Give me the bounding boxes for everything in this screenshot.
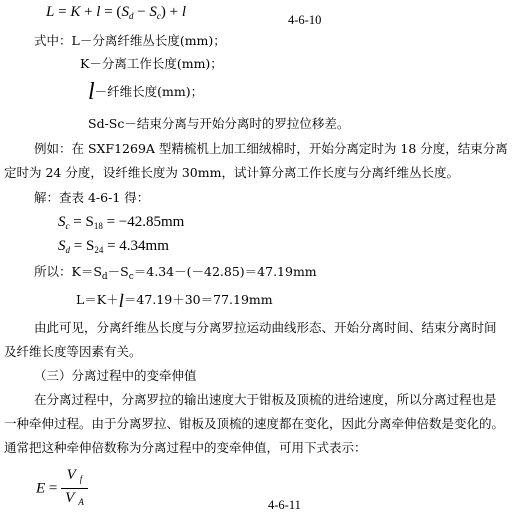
- L-rest: ＝47.19＋30＝77.19mm: [123, 292, 273, 307]
- sc-sub: c: [65, 221, 70, 231]
- sc-sub-18: 18: [93, 221, 103, 231]
- equation-4-6-10: [46, 4, 186, 24]
- l-definition: －纤维长度(mm)；: [94, 84, 204, 99]
- eq2-numerator: [61, 466, 88, 489]
- so-prefix: 所以：K＝S: [34, 264, 102, 279]
- eq2-den-V: V: [65, 490, 75, 506]
- sd-value: = 4.34mm: [103, 238, 169, 254]
- solution-label: 解：查表 4-6-1 得：: [34, 190, 150, 205]
- L-prefix: L＝K＋: [76, 292, 119, 307]
- section-para-line-2: 一种牵伸过程。由于分离罗拉、钳板及顶梳的速度都在变化，因此分离牵伸倍数是变化的。: [4, 416, 505, 431]
- eq-sign-paren: = (: [100, 4, 122, 20]
- equation-number: 4-6-10: [288, 13, 322, 27]
- where-L-line: [34, 33, 226, 49]
- sd-equation: [58, 238, 169, 258]
- sd-sub-24: 24: [94, 245, 104, 255]
- example-line-1: 例如：在 SXF1269A 型精梳机上加工细绒棉时，开始分离定时为 18 分度，结束分离: [34, 141, 508, 156]
- eq2-sign: =: [45, 480, 62, 497]
- example-line-2: 定时为 24 分度，设纤维长度为 30mm，试计算分离工作长度与分离纤维丛长度。: [4, 165, 459, 180]
- sd-sc-definition: Sd-Sc－结束分离与开始分离时的罗拉位移差。: [88, 116, 350, 131]
- so-rest: ＝4.34－(－42.85)＝47.19mm: [133, 264, 317, 279]
- conclusion-line-2: 及纤维长度等因素有关。: [4, 344, 142, 359]
- eq-S-d: S: [121, 4, 129, 20]
- so-K-line: [34, 264, 317, 285]
- sd-sub: d: [65, 245, 70, 255]
- eq-sub-c: c: [156, 11, 161, 21]
- eq-sign: =: [54, 4, 71, 20]
- eq-S-c: S: [149, 4, 157, 20]
- equation-4-6-11: [36, 466, 88, 511]
- l-definition-line: [88, 79, 204, 105]
- L-definition: L－分离纤维丛长度(mm)；: [71, 33, 226, 48]
- L-result-line: [76, 292, 273, 310]
- L-l-symbol: l: [118, 291, 124, 312]
- section-para-line-1: 在分离过程中，分离罗拉的输出速度大于钳板及顶梳的进给速度，所以分离过程也是: [34, 392, 497, 407]
- eq2-num-sub: f: [79, 474, 83, 484]
- so-sub-c: c: [128, 272, 134, 282]
- eq-sub-d: d: [128, 11, 134, 21]
- sd-S: S: [58, 238, 66, 254]
- eq-close-plus: ) +: [160, 4, 182, 20]
- section-para-line-3: 通常把这种牵伸倍数称为分离过程中的变牵伸值，可用下式表示：: [4, 440, 367, 455]
- so-sub-d: d: [101, 272, 108, 282]
- eq-l2: l: [181, 4, 187, 20]
- eq-l: l: [96, 4, 101, 20]
- sc-eq: = S: [69, 214, 94, 230]
- sc-value: = −42.85mm: [102, 214, 185, 230]
- eq2-E: E: [36, 480, 46, 497]
- sc-S: S: [58, 214, 66, 230]
- eq-plus: +: [80, 4, 97, 20]
- equation-number-2: 4-6-11: [268, 498, 301, 512]
- conclusion-line-1: 由此可见，分离纤维丛长度与分离罗拉运动曲线形态、开始分离时间、结束分离时间: [34, 320, 497, 335]
- eq-minus: −: [133, 4, 150, 20]
- sc-equation: [58, 214, 184, 234]
- so-mid: －S: [107, 264, 129, 279]
- eq-L: L: [46, 4, 55, 20]
- K-definition: K－分离工作长度(mm)；: [80, 56, 223, 71]
- eq-K: K: [70, 4, 81, 20]
- l-symbol: l: [88, 79, 95, 105]
- eq2-num-V: V: [66, 467, 76, 483]
- section-heading: （三）分离过程中的变牵伸值: [34, 368, 197, 383]
- eq2-fraction: [61, 466, 88, 511]
- eq2-denominator: [61, 489, 88, 511]
- eq2-den-sub: A: [78, 497, 84, 507]
- where-label: 式中：: [34, 33, 72, 48]
- sd-eq: = S: [70, 238, 95, 254]
